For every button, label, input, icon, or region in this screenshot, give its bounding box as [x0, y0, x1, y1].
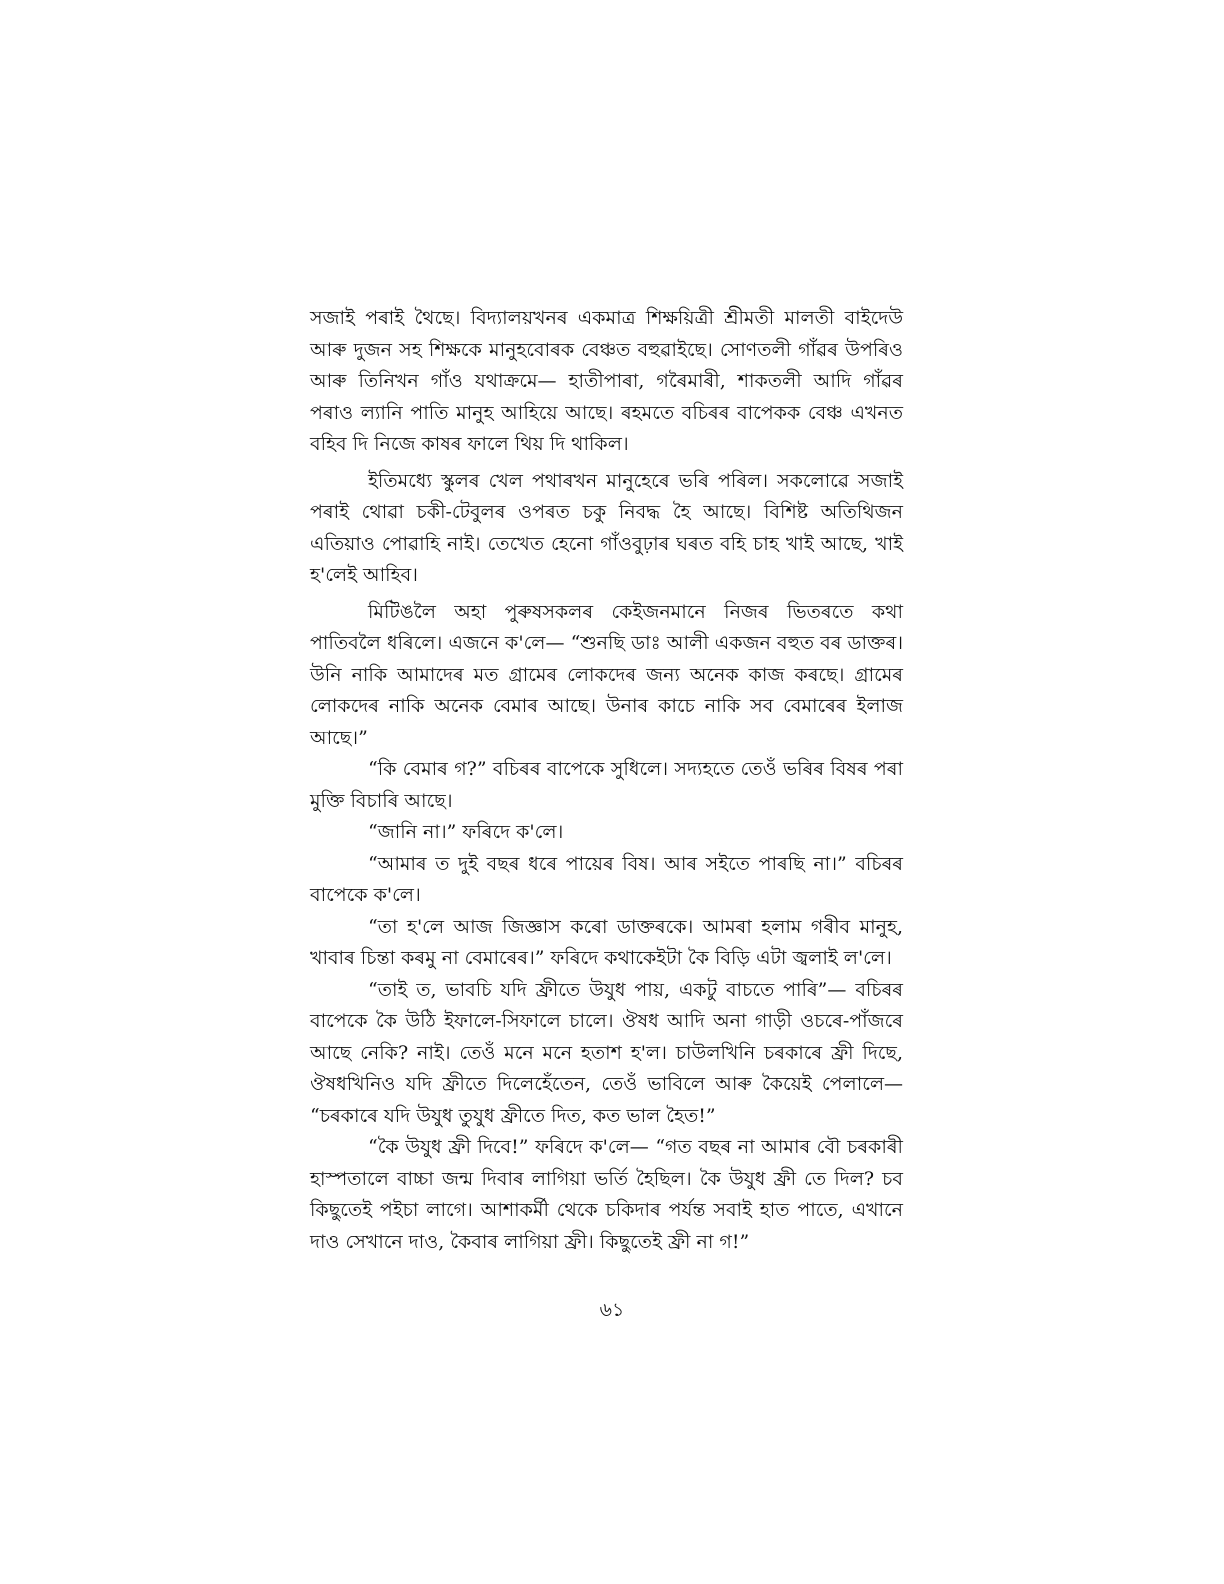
paragraph-4: “কি বেমাৰ গ?” বচিৰৰ বাপেকে সুধিলে। সদ্যহতে তেওঁ ভৰিৰ বিষৰ পৰা মুক্তি বিচাৰি আছে। — [310, 758, 903, 812]
paragraph-3: মিটিঙলৈ অহা পুৰুষসকলৰ কেইজনমানে নিজৰ ভিতৰতে কথা পাতিবলৈ ধৰিলে। এজনে ক'লে— “শুনছি ডাঃ আলী একজন বহুত বৰ ডাক্তৰ। উনি নাকি আমাদেৰ মত গ্ৰামেৰ লোকদেৰ জন্য অনেক কাজ কৰছে। গ্ৰামেৰ লোকদেৰ নাকি অনেক বেমাৰ আছে। উনাৰ কাচে নাকি সব বেমাৰেৰ ইলাজ আছে।” — [310, 600, 903, 749]
page-number: ৬১ — [599, 1299, 625, 1321]
body-text — [310, 303, 903, 1258]
paragraph-2: ইতিমধ্যে স্কুলৰ খেল পথাৰখন মানুহেৰে ভৰি পৰিল। সকলোৱে সজাই পৰাই থোৱা চকী-টেবুলৰ ওপৰত চকু নিবদ্ধ হৈ আছে। বিশিষ্ট অতিথিজন এতিয়াও পোৱাহি নাই। তেখেত হেনো গাঁওবুঢ়াৰ ঘৰত বহি চাহ খাই আছে, খাই হ'লেই আহিব। — [310, 469, 903, 586]
paragraph-9: “কৈ উযুধ ফ্ৰী দিবে!” ফৰিদে ক'লে— “গত বছৰ না আমাৰ বৌ চৰকাৰী হাস্পতালে বাচ্চা জন্ম দিবাৰ লাগিয়া ভৰ্তি হৈছিল। কৈ উযুধ ফ্ৰী তে দিল? চব কিছুতেই পইচা লাগে। আশাকৰ্মী থেকে চকিদাৰ পৰ্যন্ত সবাই হাত পাতে, এখানে দাও সেখানে দাও, কৈবাৰ লাগিয়া ফ্ৰী। কিছুতেই ফ্ৰী না গ!” — [310, 1136, 903, 1253]
paragraph-8: “তাই ত, ভাবচি যদি ফ্ৰীতে উযুধ পায়, একটু বাচতে পাৰি”— বচিৰৰ বাপেকে কৈ উঠি ইফালে-সিফালে চালে। ঔষধ আদি অনা গাড়ী ওচৰে-পাঁজৰে আছে নেকি? নাই। তেওঁ মনে মনে হতাশ হ'ল। চাউলখিনি চৰকাৰে ফ্ৰী দিছে, ঔষধখিনিও যদি ফ্ৰীতে দিলেহেঁতেন, তেওঁ ভাবিলে আৰু কৈয়েই পেলালে— “চৰকাৰে যদি উযুধ তুযুধ ফ্ৰীতে দিত, কত ভাল হৈত!” — [310, 978, 903, 1127]
paragraph-6: “আমাৰ ত দুই বছৰ ধৰে পায়েৰ বিষ। আৰ সইতে পাৰছি না।” বচিৰৰ বাপেকে ক'লে। — [310, 852, 903, 906]
paragraph-1: সজাই পৰাই থৈছে। বিদ্যালয়খনৰ একমাত্ৰ শিক্ষয়িত্ৰী শ্ৰীমতী মালতী বাইদেউ আৰু দুজন সহ শিক্ষকে মানুহবোৰক বেঞ্চত বহুৱাইছে। সোণতলী গাঁৱৰ উপৰিও আৰু তিনিখন গাঁও যথাক্ৰমে— হাতীপাৰা, গৰৈমাৰী, শাকতলী আদি গাঁৱৰ পৰাও ল্যানি পাতি মানুহ আহিয়ে আছে। ৰহমতে বচিৰৰ বাপেকক বেঞ্চ এখনত বহিব দি নিজে কাষৰ ফালে থিয় দি থাকিল। — [310, 307, 903, 455]
paragraph-7: “তা হ'লে আজ জিজ্ঞাস কৰো ডাক্তৰকে। আমৰা হলাম গৰীব মানুহ, খাবাৰ চিন্তা কৰমু না বেমাৰেৰ।” ফৰিদে কথাকেইটা কৈ বিড়ি এটা জ্বলাই ল'লে। — [310, 915, 903, 969]
paragraph-5: “জানি না।” ফৰিদে ক'লে। — [368, 821, 564, 843]
